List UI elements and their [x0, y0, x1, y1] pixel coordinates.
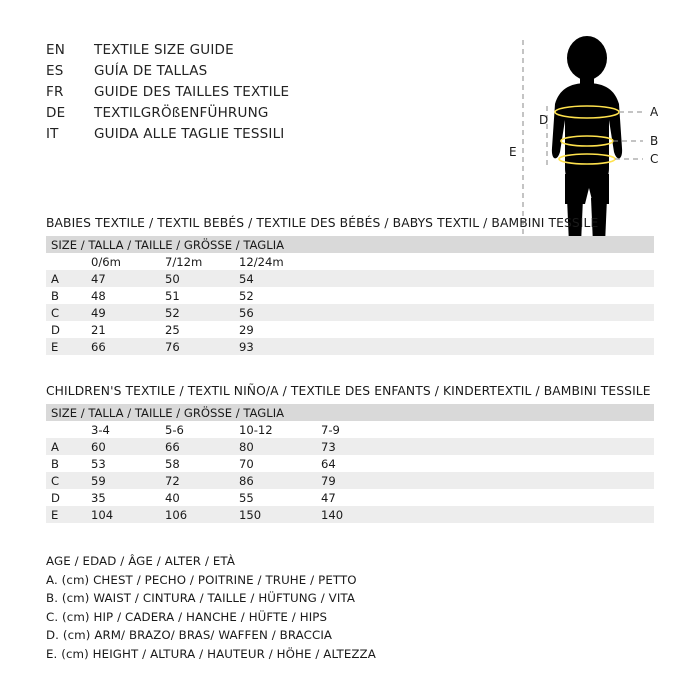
table-row [46, 321, 654, 338]
legend-line-e: E. (cm) HEIGHT / ALTURA / HAUTEUR / HÖHE / ALTEZZA [46, 646, 376, 661]
cell: 58 [165, 455, 239, 472]
cell: 104 [91, 506, 165, 523]
title-lang-en: EN [46, 42, 66, 58]
babies-column-0: 0/6m [91, 253, 165, 270]
table-row [46, 489, 654, 506]
cell: 60 [91, 438, 165, 455]
legend-line-age: AGE / EDAD / ÂGE / ALTER / ETÀ [46, 554, 235, 568]
babies-column-2: 12/24m [239, 253, 654, 270]
table-row [46, 506, 654, 523]
cell: 29 [239, 321, 654, 338]
cell: 50 [165, 270, 239, 287]
column-corner [46, 421, 91, 438]
cell: 80 [239, 438, 321, 455]
cell: 47 [321, 489, 654, 506]
cell: 66 [165, 438, 239, 455]
cell: 52 [165, 304, 239, 321]
table-row [46, 455, 654, 472]
cell: 47 [91, 270, 165, 287]
cell: 48 [91, 287, 165, 304]
cell: 73 [321, 438, 654, 455]
cell: 70 [239, 455, 321, 472]
table-row-columns [46, 253, 654, 270]
figure-label-d: D [539, 113, 549, 127]
legend-line-d: D. (cm) ARM/ BRAZO/ BRAS/ WAFFEN / BRACCIA [46, 628, 333, 643]
cell: 49 [91, 304, 165, 321]
title-row [46, 63, 289, 84]
figure-label-c: C [650, 152, 659, 166]
children-size-header: SIZE / TALLA / TAILLE / GRÖSSE / TAGLIA [46, 404, 654, 421]
cell: 35 [91, 489, 165, 506]
row-label-d: D [46, 321, 91, 338]
figure-label-b: B [650, 134, 659, 148]
cell: 64 [321, 455, 654, 472]
table-row [46, 304, 654, 321]
children-column-2: 10-12 [239, 421, 321, 438]
cell: 150 [239, 506, 321, 523]
cell: 93 [239, 338, 654, 355]
figure-label-a: A [650, 105, 659, 119]
babies-section [46, 216, 654, 355]
table-row [46, 438, 654, 455]
title-lang-de: DE [46, 105, 66, 121]
table-row-header [46, 404, 654, 421]
title-text-de: TEXTILGRÖßENFÜHRUNG [94, 105, 269, 121]
cell: 25 [165, 321, 239, 338]
title-text-it: GUIDA ALLE TAGLIE TESSILI [94, 126, 285, 142]
cell: 66 [91, 338, 165, 355]
row-label-a: A [46, 438, 91, 455]
cell: 55 [239, 489, 321, 506]
title-row [46, 126, 289, 147]
children-section [46, 384, 654, 523]
cell: 79 [321, 472, 654, 489]
title-lang-es: ES [46, 63, 64, 79]
table-row-columns [46, 421, 654, 438]
figure-label-e: E [509, 145, 517, 159]
table-row [46, 472, 654, 489]
title-row [46, 105, 289, 126]
column-corner [46, 253, 91, 270]
children-size-table [46, 404, 654, 523]
children-column-0: 3-4 [91, 421, 165, 438]
title-row [46, 42, 289, 63]
cell: 140 [321, 506, 654, 523]
table-row [46, 287, 654, 304]
cell: 76 [165, 338, 239, 355]
row-label-c: C [46, 472, 91, 489]
table-row-header [46, 236, 654, 253]
babies-size-table [46, 236, 654, 355]
row-label-b: B [46, 287, 91, 304]
cell: 51 [165, 287, 239, 304]
cell: 106 [165, 506, 239, 523]
row-label-b: B [46, 455, 91, 472]
babies-column-1: 7/12m [165, 253, 239, 270]
children-column-1: 5-6 [165, 421, 239, 438]
cell: 59 [91, 472, 165, 489]
children-section-heading: CHILDREN'S TEXTILE / TEXTIL NIÑO/A / TEXTILE DES ENFANTS / KINDERTEXTIL / BAMBINI TESSILE [46, 384, 651, 398]
table-row [46, 338, 654, 355]
title-text-en: TEXTILE SIZE GUIDE [94, 42, 234, 58]
title-lang-fr: FR [46, 84, 64, 100]
cell: 72 [165, 472, 239, 489]
legend-line-a: A. (cm) CHEST / PECHO / POITRINE / TRUHE / PETTO [46, 572, 357, 587]
measurement-legend [46, 552, 646, 664]
row-label-c: C [46, 304, 91, 321]
babies-section-heading: BABIES TEXTILE / TEXTIL BEBÉS / TEXTILE DES BÉBÉS / BABYS TEXTIL / BAMBINI TESSILE [46, 216, 599, 230]
table-row [46, 270, 654, 287]
title-block [46, 42, 289, 147]
title-lang-it: IT [46, 126, 59, 142]
cell: 56 [239, 304, 654, 321]
cell: 53 [91, 455, 165, 472]
cell: 54 [239, 270, 654, 287]
title-text-es: GUÍA DE TALLAS [94, 63, 208, 79]
legend-line-c: C. (cm) HIP / CADERA / HANCHE / HÜFTE / HIPS [46, 609, 328, 624]
title-row [46, 84, 289, 105]
title-text-fr: GUIDE DES TAILLES TEXTILE [94, 84, 290, 100]
babies-size-header: SIZE / TALLA / TAILLE / GRÖSSE / TAGLIA [46, 236, 654, 253]
row-label-e: E [46, 506, 91, 523]
row-label-e: E [46, 338, 91, 355]
cell: 52 [239, 287, 654, 304]
children-column-3: 7-9 [321, 421, 654, 438]
row-label-a: A [46, 270, 91, 287]
cell: 86 [239, 472, 321, 489]
cell: 40 [165, 489, 239, 506]
legend-line-b: B. (cm) WAIST / CINTURA / TAILLE / HÜFTUNG / VITA [46, 591, 355, 606]
row-label-d: D [46, 489, 91, 506]
cell: 21 [91, 321, 165, 338]
